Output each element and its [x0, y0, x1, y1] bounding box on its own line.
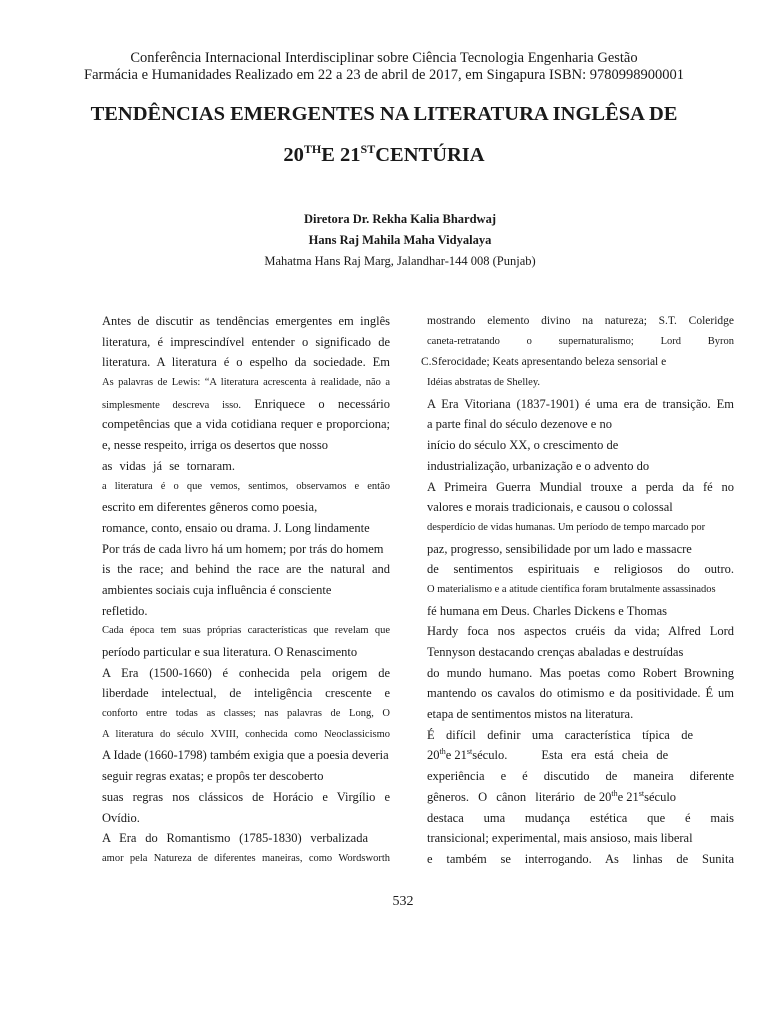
text-line: literatura, é imprescindível entender o significado de	[102, 334, 390, 349]
text-line: do mundo humano. Mas poetas como Robert Browning	[427, 665, 734, 680]
text-line: e também se interrogando. As linhas de Sunita	[427, 851, 734, 866]
text-line: literatura. A literatura é o espelho da sociedade. Em	[102, 355, 390, 370]
author-institution: Hans Raj Mahila Maha Vidyalaya	[308, 233, 492, 247]
text-line: experiência e é discutido de maneira diferente	[427, 769, 734, 784]
text-line: Cada época tem suas próprias características que revelam que	[102, 625, 390, 637]
text-line: refletido.	[102, 603, 148, 618]
text-line: A literatura do século XVIII, conhecida como Neoclassicismo	[102, 728, 390, 740]
conference-header-line-2: Farmácia e Humanidades Realizado em 22 a 23 de abril de 2017, em Singapura ISBN: 9780998900001	[84, 67, 684, 83]
text-line: a parte final do século dezenove e no	[427, 417, 612, 432]
text-line: romance, conto, ensaio ou drama. J. Long lindamente	[102, 520, 370, 535]
page-number: 532	[392, 894, 414, 909]
text-line: gêneros. O cânon literário de 20the 21stséculo	[427, 788, 677, 804]
text-line: As palavras de Lewis: “A literatura acrescenta à realidade, não a	[102, 377, 390, 389]
text-line: suas regras nos clássicos de Horácio e Virgílio e	[102, 789, 390, 804]
text-line: as vidas já se tornaram.	[102, 458, 235, 473]
text-line: a literatura é o que vemos, sentimos, observamos e então	[102, 480, 390, 492]
text-line: seguir regras exatas; e propôs ter descoberto	[102, 769, 324, 784]
text-line: A Primeira Guerra Mundial trouxe a perda da fé no	[427, 479, 734, 494]
text-line: período particular e sua literatura. O Renascimento	[102, 645, 358, 659]
text-line: simplesmente descreva isso. Enriquece o necessário	[102, 396, 390, 411]
text-line: A Idade (1660-1798) também exigia que a poesia deveria	[102, 748, 389, 763]
text-line: fé humana em Deus. Charles Dickens e Thomas	[427, 603, 667, 618]
text-line: transicional; experimental, mais ansioso, mais liberal	[427, 831, 693, 846]
conference-header-line-1: Conferência Internacional Interdisciplinar sobre Ciência Tecnologia Engenharia Gestão	[130, 50, 638, 66]
text-line: de sentimentos espirituais e religiosos do outro.	[427, 562, 734, 577]
author-name: Diretora Dr. Rekha Kalia Bhardwaj	[303, 212, 496, 226]
text-line: liberdade intelectual, de inteligência crescente e	[102, 686, 390, 701]
text-line: Por trás de cada livro há um homem; por trás do homem	[102, 541, 384, 556]
paper-title-line-1: TENDÊNCIAS EMERGENTES NA LITERATURA INGLÊSA DE	[90, 103, 678, 125]
text-line: ambientes sociais cuja influência é consciente	[102, 582, 332, 597]
text-line: Antes de discutir as tendências emergentes em inglês	[102, 314, 390, 328]
text-line: escrito em diferentes gêneros como poesia,	[102, 500, 318, 515]
text-line: competências que a vida cotidiana requer e proporciona;	[102, 417, 390, 432]
text-line: Idéias abstratas de Shelley.	[427, 377, 541, 389]
text-line: valores e morais tradicionais, e causou o colossal	[427, 500, 673, 515]
text-line: paz, progresso, sensibilidade por um lado e massacre	[427, 541, 692, 556]
text-line: 20the 21stséculo. Esta era está cheia de	[427, 747, 669, 763]
text-line: C.Sferocidade; Keats apresentando beleza sensorial e	[421, 356, 667, 369]
author-block	[0, 209, 768, 272]
body-column-right	[421, 311, 734, 870]
text-line: desperdício de vidas humanas. Um período de tempo marcado por	[427, 521, 706, 533]
text-line: Ovídio.	[102, 810, 140, 825]
text-line: Tennyson destacando crenças abaladas e destruídas	[427, 645, 684, 659]
text-line: A Era do Romantismo (1785-1830) verbalizada	[102, 831, 368, 846]
body-column-left	[102, 311, 390, 870]
text-line: mantendo os cavalos do otimismo e da positividade. É um	[427, 686, 734, 701]
text-line: amor pela Natureza de diferentes maneiras, como Wordsworth	[102, 852, 390, 864]
text-line: início do século XX, o crescimento de	[427, 438, 619, 453]
text-line: e, nesse respeito, irriga os desertos que nosso	[102, 438, 328, 453]
conference-header	[0, 50, 768, 84]
text-line: O materialismo e a atitude científica foram brutalmente assassinados	[427, 583, 716, 595]
text-line: A Era (1500-1660) é conhecida pela origem de	[102, 665, 390, 680]
text-line: É difícil definir uma característica típica de	[427, 727, 693, 742]
text-line: destaca uma mudança estética que é mais	[427, 810, 734, 825]
text-line: conforto entre todas as classes; nas palavras de Long, O	[102, 708, 390, 720]
author-address: Mahatma Hans Raj Marg, Jalandhar-144 008 (Punjab)	[264, 254, 536, 268]
text-line: etapa de sentimentos mistos na literatura.	[427, 707, 634, 722]
text-line: mostrando elemento divino na natureza; S.T. Coleridge	[427, 315, 734, 327]
text-line: is the race; and behind the race are the natural and	[102, 562, 390, 577]
paper-title-line-2: 20THE 21STCENTÚRIA	[283, 142, 485, 166]
text-line: industrialização, urbanização e o advento do	[427, 458, 650, 473]
text-line: caneta-retratando o supernaturalismo; Lord Byron	[427, 335, 734, 347]
text-line: A Era Vitoriana (1837-1901) é uma era de transição. Em	[427, 396, 734, 411]
text-line: Hardy foca nos aspectos cruéis da vida; Alfred Lord	[427, 624, 734, 639]
